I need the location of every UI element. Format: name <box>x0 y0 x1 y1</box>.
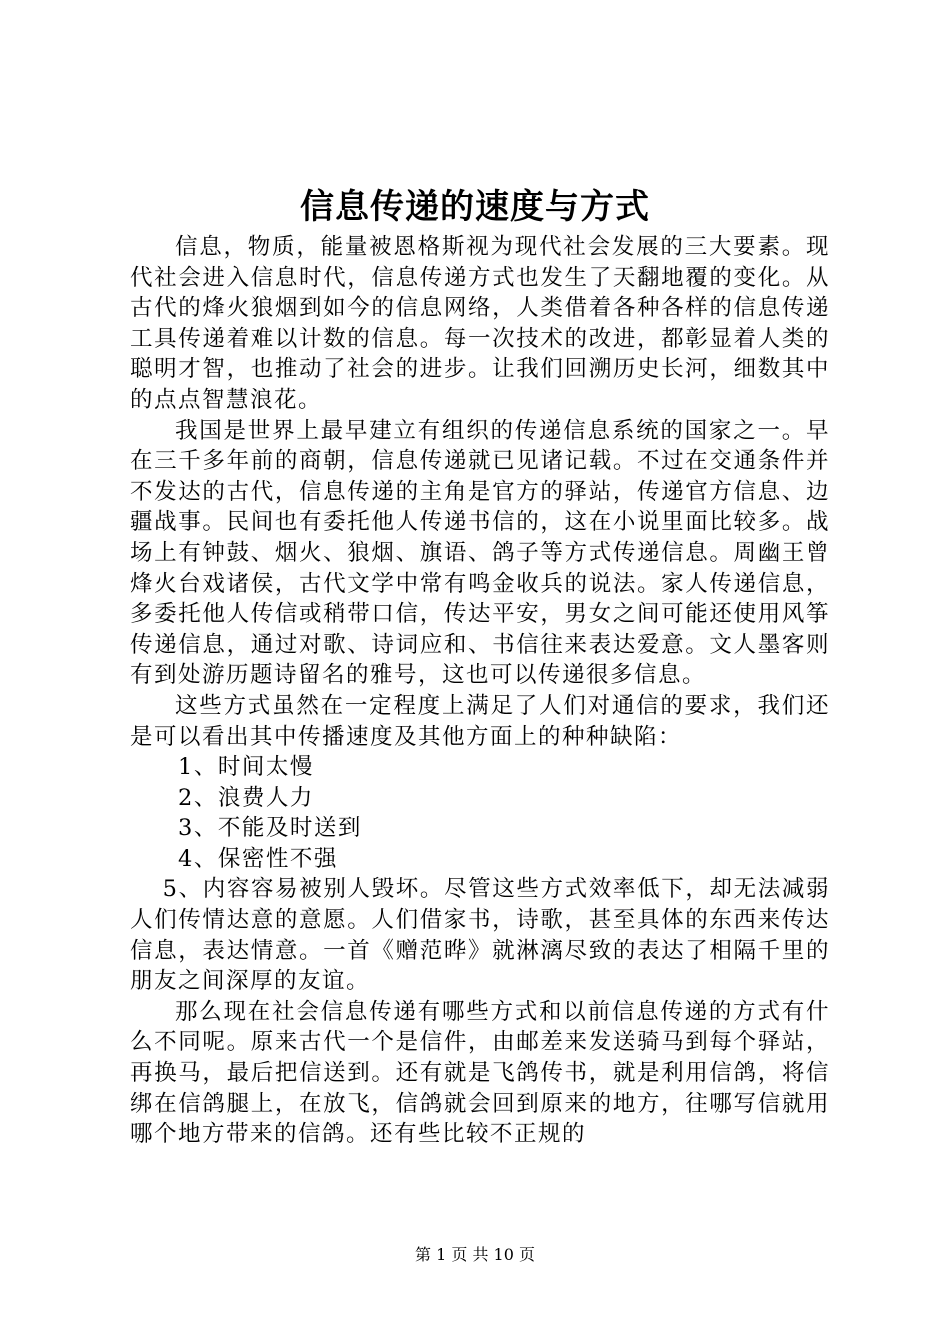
page-number-footer: 第 1 页 共 10 页 <box>415 1245 535 1264</box>
paragraph-shortcomings: 这些方式虽然在一定程度上满足了人们对通信的要求，我们还是可以看出其中传播速度及其他方面上的种种缺陷： <box>130 692 830 750</box>
paragraph-modern: 那么现在社会信息传递有哪些方式和以前信息传递的方式有什么不同呢。原来古代一个是信件，由邮差来发送骑马到每个驿站，再换马，最后把信送到。还有就是飞鸽传书，就是利用信鸽，将信绑在信鸽腿上，在放飞，信鸽就会回到原来的地方，往哪写信就用哪个地方带来的信鸽。还有些比较不正规的 <box>130 998 830 1148</box>
paragraph-intro: 信息，物质，能量被恩格斯视为现代社会发展的三大要素。现代社会进入信息时代，信息传递方式也发生了天翻地覆的变化。从古代的烽火狼烟到如今的信息网络，人类借着各种各样的信息传递工具传递着难以计数的信息。每一次技术的改进，都彰显着人类的聪明才智，也推动了社会的进步。让我们回溯历史长河，细数其中的点点智慧浪花。 <box>130 234 830 413</box>
paragraph-history: 我国是世界上最早建立有组织的传递信息系统的国家之一。早在三千多年前的商朝，信息传递就已见诸记载。不过在交通条件并不发达的古代，信息传递的主角是官方的驿站，传递官方信息、边疆战事。民间也有委托他人传递书信的，这在小说里面比较多。战场上有钟鼓、烟火、狼烟、旗语、鸽子等方式传递信息。周幽王曾烽火台戏诸侯，古代文学中常有鸣金收兵的说法。家人传递信息，多委托他人传信或稍带口信，传达平安，男女之间可能还使用风筝传递信息，通过对歌、诗词应和、书信往来表达爱意。文人墨客则有到处游历题诗留名的雅号，这也可以传递很多信息。 <box>130 417 830 689</box>
list-item-3: 3、不能及时送到 <box>178 815 362 842</box>
document-body <box>130 232 830 1150</box>
list-item-2: 2、浪费人力 <box>178 784 314 811</box>
document-title: 信息传递的速度与方式 <box>300 187 650 227</box>
list-item-4: 4、保密性不强 <box>178 845 338 872</box>
list-item-5: 5、内容容易被别人毁坏。尽管这些方式效率低下，却无法减弱人们传情达意的意愿。人们借家书，诗歌，甚至具体的东西来传达信息，表达情意。一首《赠范晔》就淋漓尽致的表达了相隔千里的朋友之间深厚的友谊。 <box>130 876 830 995</box>
list-item-1: 1、时间太慢 <box>178 754 314 781</box>
